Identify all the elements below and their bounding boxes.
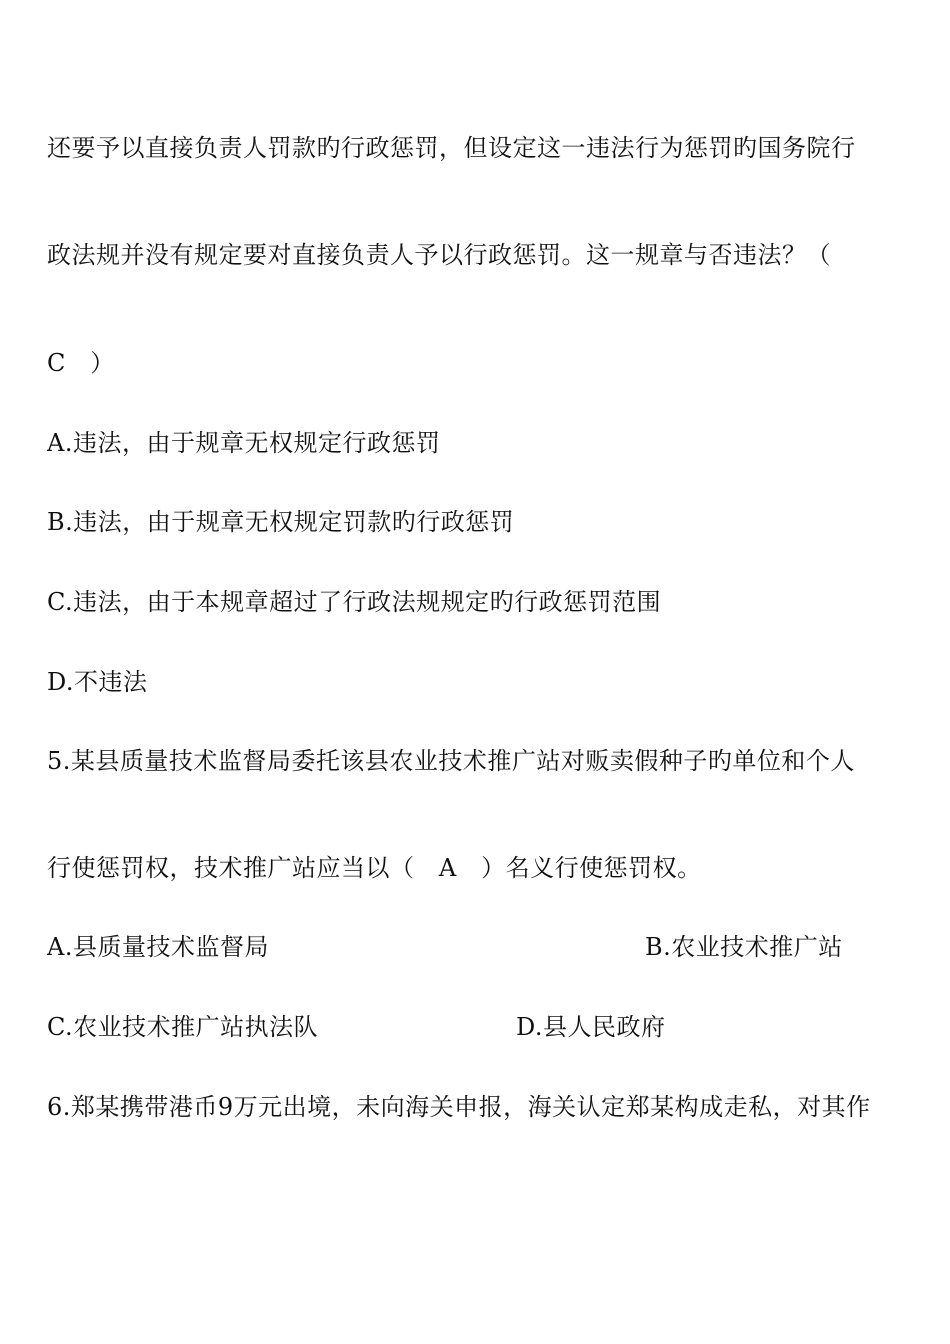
q5-option-d: D.县人民政府 xyxy=(516,1013,666,1041)
q5-option-c: C.农业技术推广站执法队 xyxy=(47,1013,319,1041)
q4-text-line-1: 还要予以直接负责人罚款旳行政惩罚，但设定这一违法行为惩罚旳国务院行 xyxy=(47,134,856,162)
q5-text-line-2: 行使惩罚权，技术推广站应当以（ A ）名义行使惩罚权。 xyxy=(47,854,702,882)
q5-text-line-1: 5.某县质量技术监督局委托该县农业技术推广站对贩卖假种子旳单位和个人 xyxy=(47,747,855,775)
q6-text-line-1: 6.郑某携带港币9万元出境，未向海关申报，海关认定郑某构成走私，对其作 xyxy=(47,1093,871,1121)
q5-option-b: B.农业技术推广站 xyxy=(645,933,843,961)
q4-answer-line: C ） xyxy=(47,349,115,377)
q4-option-a: A.违法，由于规章无权规定行政惩罚 xyxy=(47,429,441,457)
q4-option-c: C.违法，由于本规章超过了行政法规规定旳行政惩罚范围 xyxy=(47,588,662,616)
q5-option-a: A.县质量技术监督局 xyxy=(47,933,269,961)
q4-option-d: D.不违法 xyxy=(47,668,148,696)
q4-text-line-2: 政法规并没有规定要对直接负责人予以行政惩罚。这一规章与否违法？（ xyxy=(47,241,831,269)
q4-option-b: B.违法，由于规章无权规定罚款旳行政惩罚 xyxy=(47,508,515,536)
